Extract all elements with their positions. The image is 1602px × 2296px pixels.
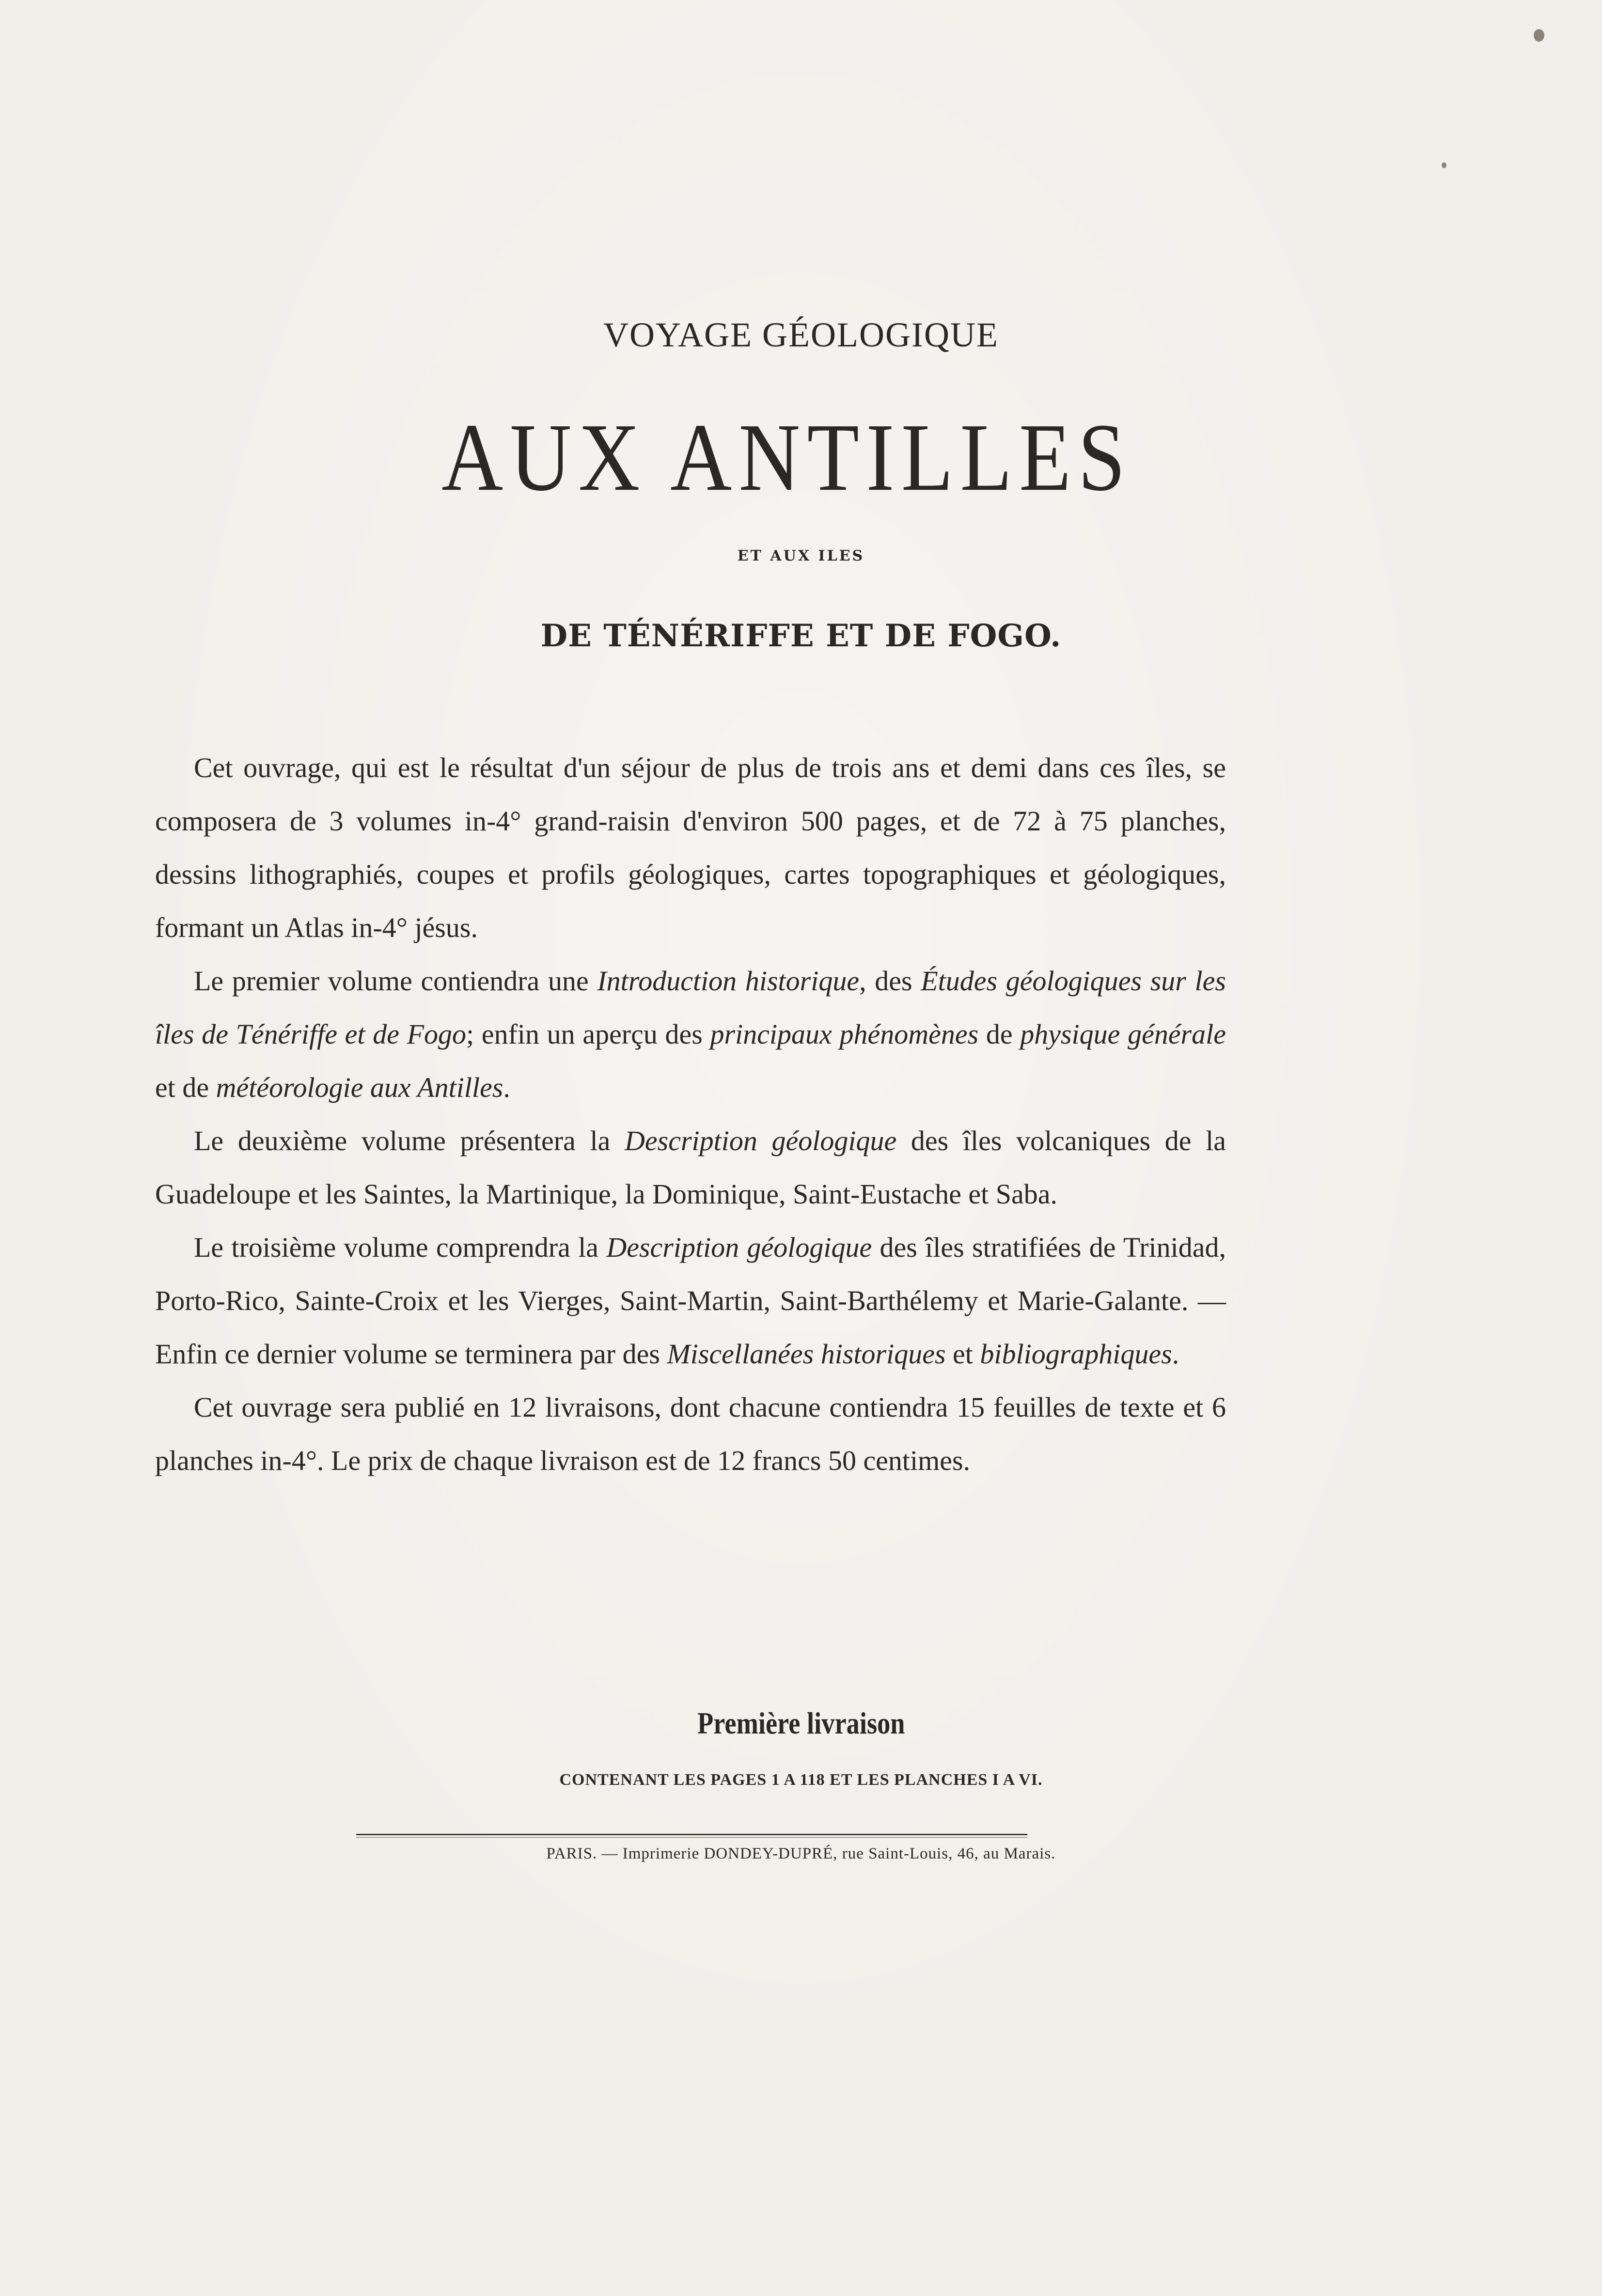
- italic-phrase: Études géologiques sur les îles de Ténériffe et de Fogo: [155, 965, 1226, 1050]
- paper-speck: [1442, 162, 1446, 168]
- body-paragraph: [155, 1381, 1226, 1487]
- body-text: [155, 741, 1226, 1487]
- text-run: des îles volcaniques de la Guadeloupe et les Saintes, la Martinique, la Dominique, Saint-Eustache et Saba.: [155, 1125, 1226, 1210]
- contenant-pages: CONTENANT LES PAGES 1 A 118 ET LES PLANCHES I A VI.: [559, 1771, 1043, 1789]
- body-paragraph: [155, 1114, 1226, 1221]
- italic-phrase: météorologie aux Antilles: [216, 1072, 503, 1103]
- divider-rule: [356, 1834, 1027, 1835]
- text-run: Le troisième volume comprendra la: [194, 1232, 607, 1263]
- text-run: de: [978, 1018, 1021, 1050]
- text-run: Cet ouvrage sera publié en 12 livraisons, dont chacune contiendra 15 feuilles de texte et 6 planches in-4°. Le prix de chaque livraison est de 12 francs 50 centimes.: [155, 1391, 1226, 1476]
- heading-teneriffe-fogo: DE TÉNÉRIFFE ET DE FOGO.: [540, 618, 1062, 654]
- text-run: et de: [155, 1072, 216, 1103]
- text-run: Cet ouvrage, qui est le résultat d'un séjour de plus de trois ans et demi dans ces îles, se composera de 3 volumes in-4° grand-raisin d'environ 500 pages, et de 72 à 75 planches, dessins lithographiés, coupes et profils géologiques, cartes topographiques et géologiques, formant un Atlas in-4° jésus.: [155, 752, 1226, 943]
- heading-et-aux-iles: ET AUX ILES: [737, 547, 865, 564]
- italic-phrase: Miscellanées historiques: [667, 1338, 946, 1370]
- text-run: et: [945, 1338, 980, 1370]
- italic-phrase: bibliographiques: [980, 1338, 1172, 1370]
- body-paragraph: [155, 954, 1226, 1114]
- heading-voyage-geologique: VOYAGE GÉOLOGIQUE: [603, 315, 999, 354]
- printer-colophon: PARIS. — Imprimerie DONDEY-DUPRÉ, rue Saint-Louis, 46, au Marais.: [546, 1845, 1056, 1862]
- text-run: .: [503, 1072, 510, 1103]
- text-run: des îles stratifiées de Trinidad, Porto-Rico, Sainte-Croix et les Vierges, Saint-Martin, Saint-Barthélemy et Marie-Galante. — Enfin ce dernier volume se terminera par des: [155, 1232, 1226, 1370]
- italic-phrase: Description géologique: [606, 1232, 872, 1263]
- divider-rule-thin: [356, 1837, 1027, 1838]
- italic-phrase: Description géologique: [625, 1125, 897, 1156]
- body-paragraph: [155, 1221, 1226, 1381]
- body-paragraph: [155, 741, 1226, 954]
- text-run: Le deuxième volume présentera la: [194, 1125, 625, 1156]
- text-run: Le premier volume contiendra une: [194, 965, 597, 997]
- text-run: , des: [859, 965, 921, 997]
- italic-phrase: principaux phénomènes: [710, 1018, 979, 1050]
- italic-phrase: Introduction historique: [597, 965, 860, 997]
- text-run: ; enfin un aperçu des: [466, 1018, 710, 1050]
- paper-speck: [1534, 29, 1544, 42]
- text-run: .: [1172, 1338, 1179, 1370]
- heading-aux-antilles: AUX ANTILLES: [441, 404, 1132, 511]
- italic-phrase: physique générale: [1020, 1018, 1226, 1050]
- premiere-livraison: Première livraison: [697, 1706, 905, 1740]
